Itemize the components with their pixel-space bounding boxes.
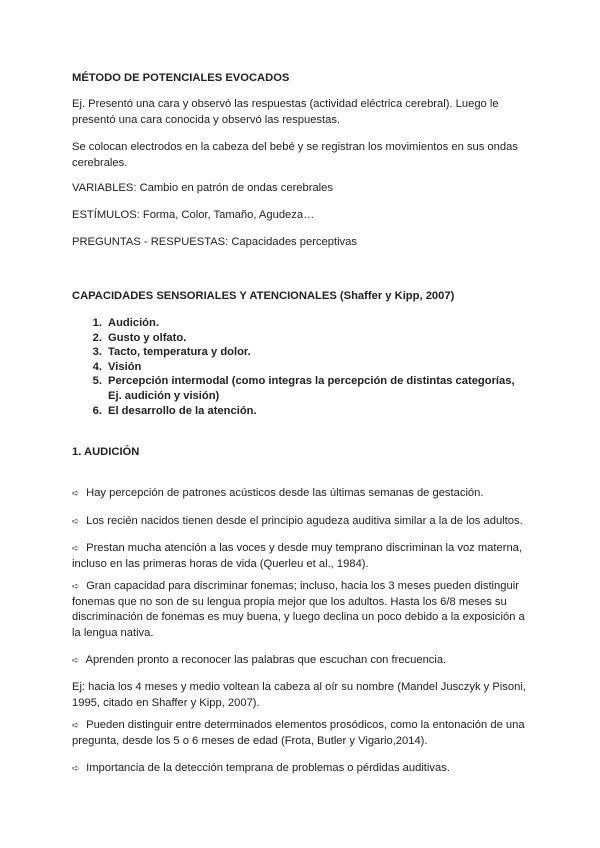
bullet-item: ➪ Aprenden pronto a reconocer las palabras que escuchan con frecuencia. xyxy=(72,653,532,669)
bullet-item: ➪ Pueden distinguir entre determinados elementos prosódicos, como la entonación de una pregunta, desde los 5 o 6 meses de edad (Frota, Butler y Vigario,2014). xyxy=(72,719,525,747)
arrow-bullet-icon: ➪ xyxy=(72,720,80,730)
bullet-item: ➪ Los recién nacidos tienen desde el principio agudeza auditiva similar a la de los adultos. xyxy=(72,514,532,530)
arrow-bullet-icon: ➪ xyxy=(72,516,80,526)
bullet-item: ➪ Gran capacidad para discriminar fonemas; incluso, hacia los 3 meses pueden distinguir fonemas que no son de su lengua propia mejor que los adultos. Hasta los 6/8 meses su discriminación de fonemas es muy buena, y luego declina un poco debido a la exposición a la lengua nativa. xyxy=(72,580,525,639)
list-item: 3. Tacto, temperatura y dolor. xyxy=(92,346,251,359)
bullet-item: ➪ Importancia de la detección temprana de problemas o pérdidas auditivas. xyxy=(72,761,532,777)
section-title-potenciales: MÉTODO DE POTENCIALES EVOCADOS xyxy=(72,72,290,84)
example-paragraph: Ej: hacia los 4 meses y medio voltean la cabeza al oír su nombre (Mandel Jusczyk y Pisoni, 1995, citado en Shaffer y Kipp, 2007). xyxy=(72,681,526,709)
list-item: 5. Percepción intermodal (como integras la percepción de distintas categorías, Ej. audición y visión) xyxy=(92,375,515,402)
list-item: 4. Visión xyxy=(92,360,142,373)
arrow-bullet-icon: ➪ xyxy=(72,655,80,665)
section-title-capacidades: CAPACIDADES SENSORIALES Y ATENCIONALES (Shaffer y Kipp, 2007) xyxy=(72,290,455,302)
section-title-audicion: 1. AUDICIÓN xyxy=(72,446,140,458)
paragraph-example: Ej. Presentó una cara y observó las respuestas (actividad eléctrica cerebral). Luego le presentó una cara conocida y observó las respuestas. xyxy=(72,98,499,126)
arrow-bullet-icon: ➪ xyxy=(72,581,80,591)
arrow-bullet-icon: ➪ xyxy=(72,488,80,498)
paragraph-electrodos: Se colocan electrodos en la cabeza del bebé y se registran los movimientos en sus ondas cerebrales. xyxy=(72,141,518,169)
arrow-bullet-icon: ➪ xyxy=(72,763,80,773)
capacidades-list xyxy=(90,316,530,418)
variables-line: VARIABLES: Cambio en patrón de ondas cerebrales xyxy=(72,182,333,194)
list-item: 6. El desarrollo de la atención. xyxy=(92,404,257,417)
estimulos-line: ESTÍMULOS: Forma, Color, Tamaño, Agudeza… xyxy=(72,209,315,221)
preguntas-line: PREGUNTAS - RESPUESTAS: Capacidades perceptivas xyxy=(72,236,357,248)
bullet-item: ➪ Hay percepción de patrones acústicos desde las últimas semanas de gestación. xyxy=(72,486,532,502)
arrow-bullet-icon: ➪ xyxy=(72,543,80,553)
list-item: 1. Audición. xyxy=(92,317,159,329)
list-item: 2. Gusto y olfato. xyxy=(92,331,187,344)
bullet-item: ➪ Prestan mucha atención a las voces y desde muy temprano discriminan la voz materna, incluso en las primeras horas de vida (Querleu et al., 1984). xyxy=(72,542,523,570)
